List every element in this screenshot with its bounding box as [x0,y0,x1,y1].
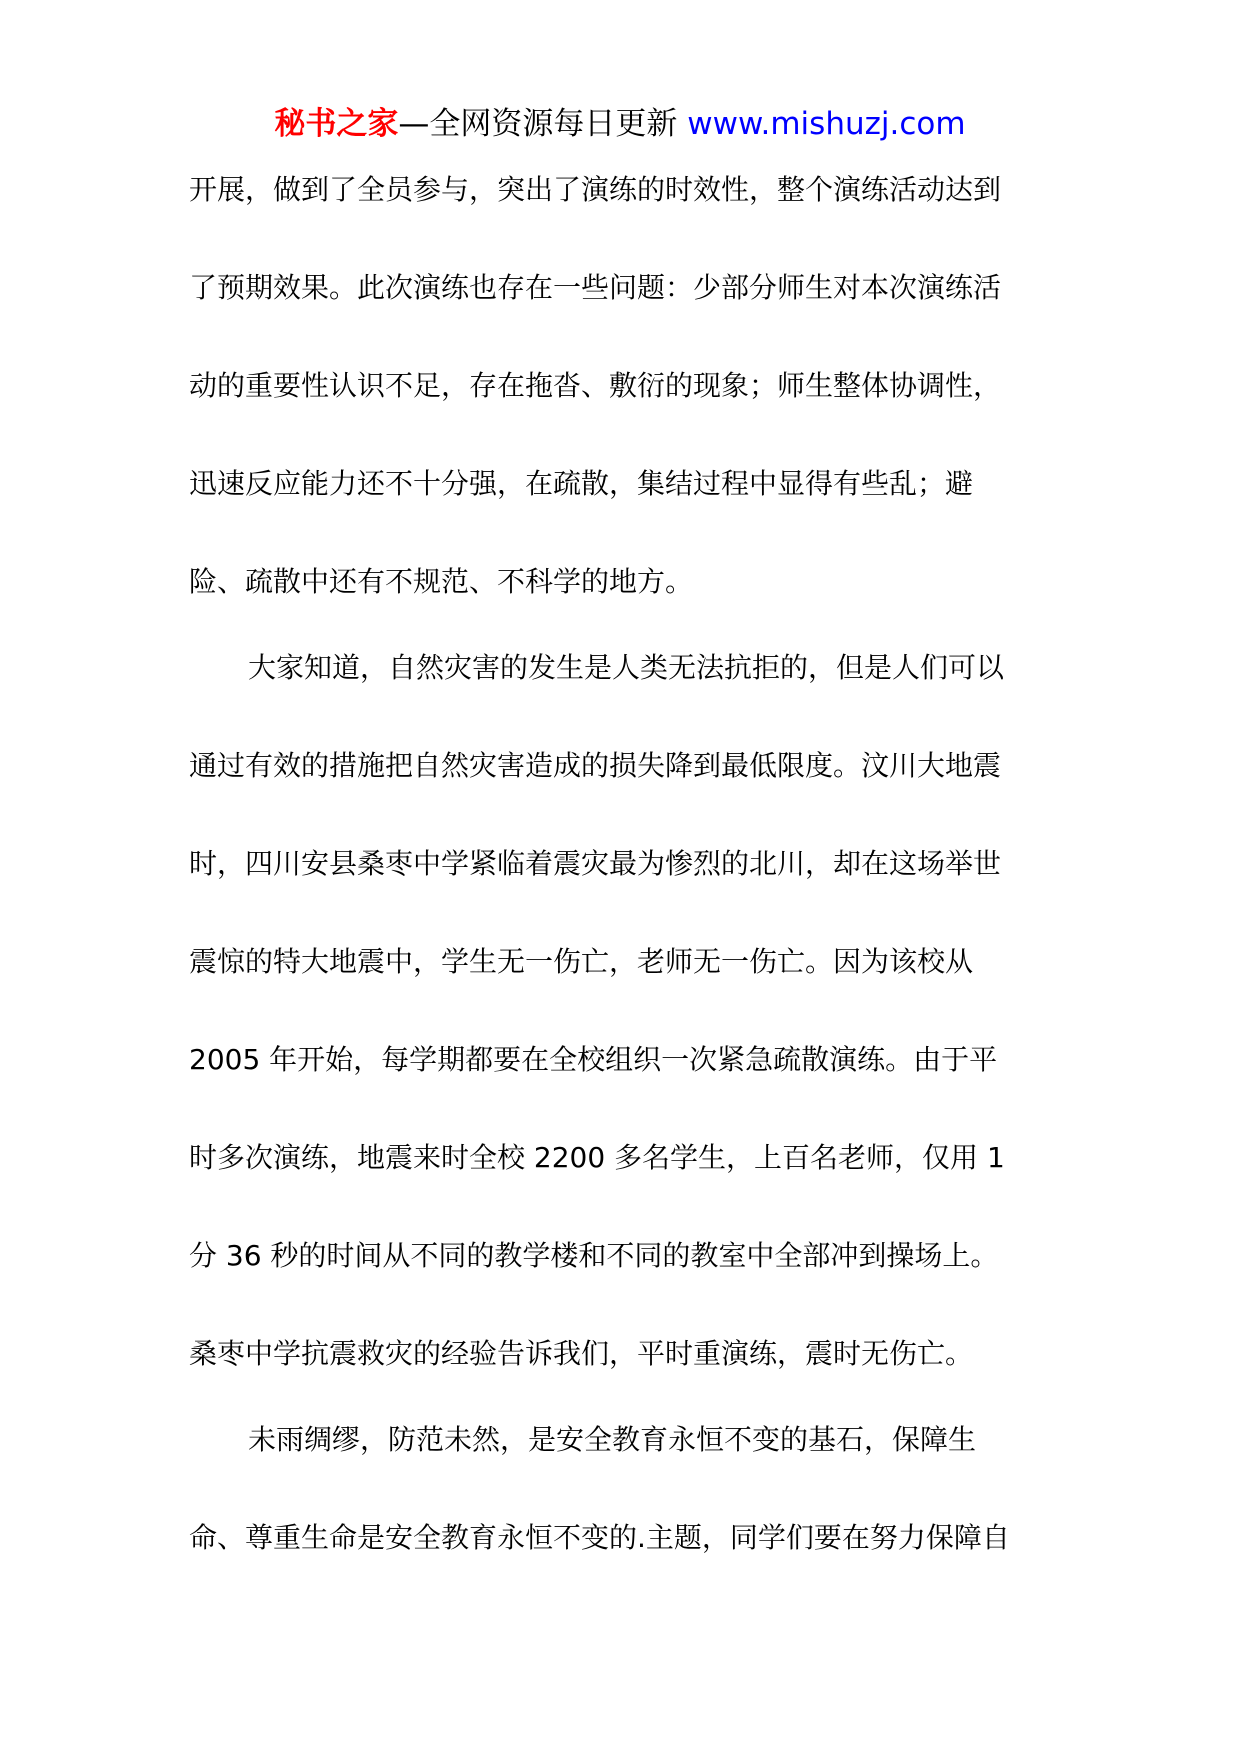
text-line-11: 时多次演练，地震来时全校 2200 多名学生，上百名老师，仅用 1 [189,1141,1005,1174]
text-line-13: 桑枣中学抗震救灾的经验告诉我们，平时重演练，震时无伤亡。 [189,1337,974,1370]
text-line-8: 时，四川安县桑枣中学紧临着震灾最为惨烈的北川，却在这场举世 [189,847,1002,880]
text-line-3: 动的重要性认识不足，存在拖沓、敷衍的现象；师生整体协调性， [189,369,1002,402]
text-line-5: 险、疏散中还有不规范、不科学的地方。 [189,565,694,598]
text-line-7: 通过有效的措施把自然灾害造成的损失降到最低限度。汶川大地震 [189,749,1002,782]
text-line-15: 命、尊重生命是安全教育永恒不变的.主题，同学们要在努力保障自 [189,1521,1010,1554]
page-header [0,104,1240,144]
text-line-2: 了预期效果。此次演练也存在一些问题：少部分师生对本次演练活 [189,271,1002,304]
text-line-12: 分 36 秒的时间从不同的教学楼和不同的教室中全部冲到操场上。 [189,1239,999,1272]
text-line-4: 迅速反应能力还不十分强，在疏散，集结过程中显得有些乱；避 [189,467,974,500]
text-line-1: 开展，做到了全员参与，突出了演练的时效性，整个演练活动达到 [189,173,1002,206]
brand-name: 秘书之家 [274,106,399,142]
text-line-9: 震惊的特大地震中，学生无一伤亡，老师无一伤亡。因为该校从 [189,945,974,978]
header-tagline: —全网资源每日更新 [398,106,688,142]
paragraph-start-line: 大家知道，自然灾害的发生是人类无法抗拒的，但是人们可以 [248,651,1005,684]
text-line-10: 2005 年开始，每学期都要在全校组织一次紧急疏散演练。由于平 [189,1043,998,1076]
paragraph-start-line: 未雨绸缪，防范未然，是安全教育永恒不变的基石，保障生 [248,1423,977,1456]
website-link[interactable]: www.mishuzj.com [687,106,966,142]
